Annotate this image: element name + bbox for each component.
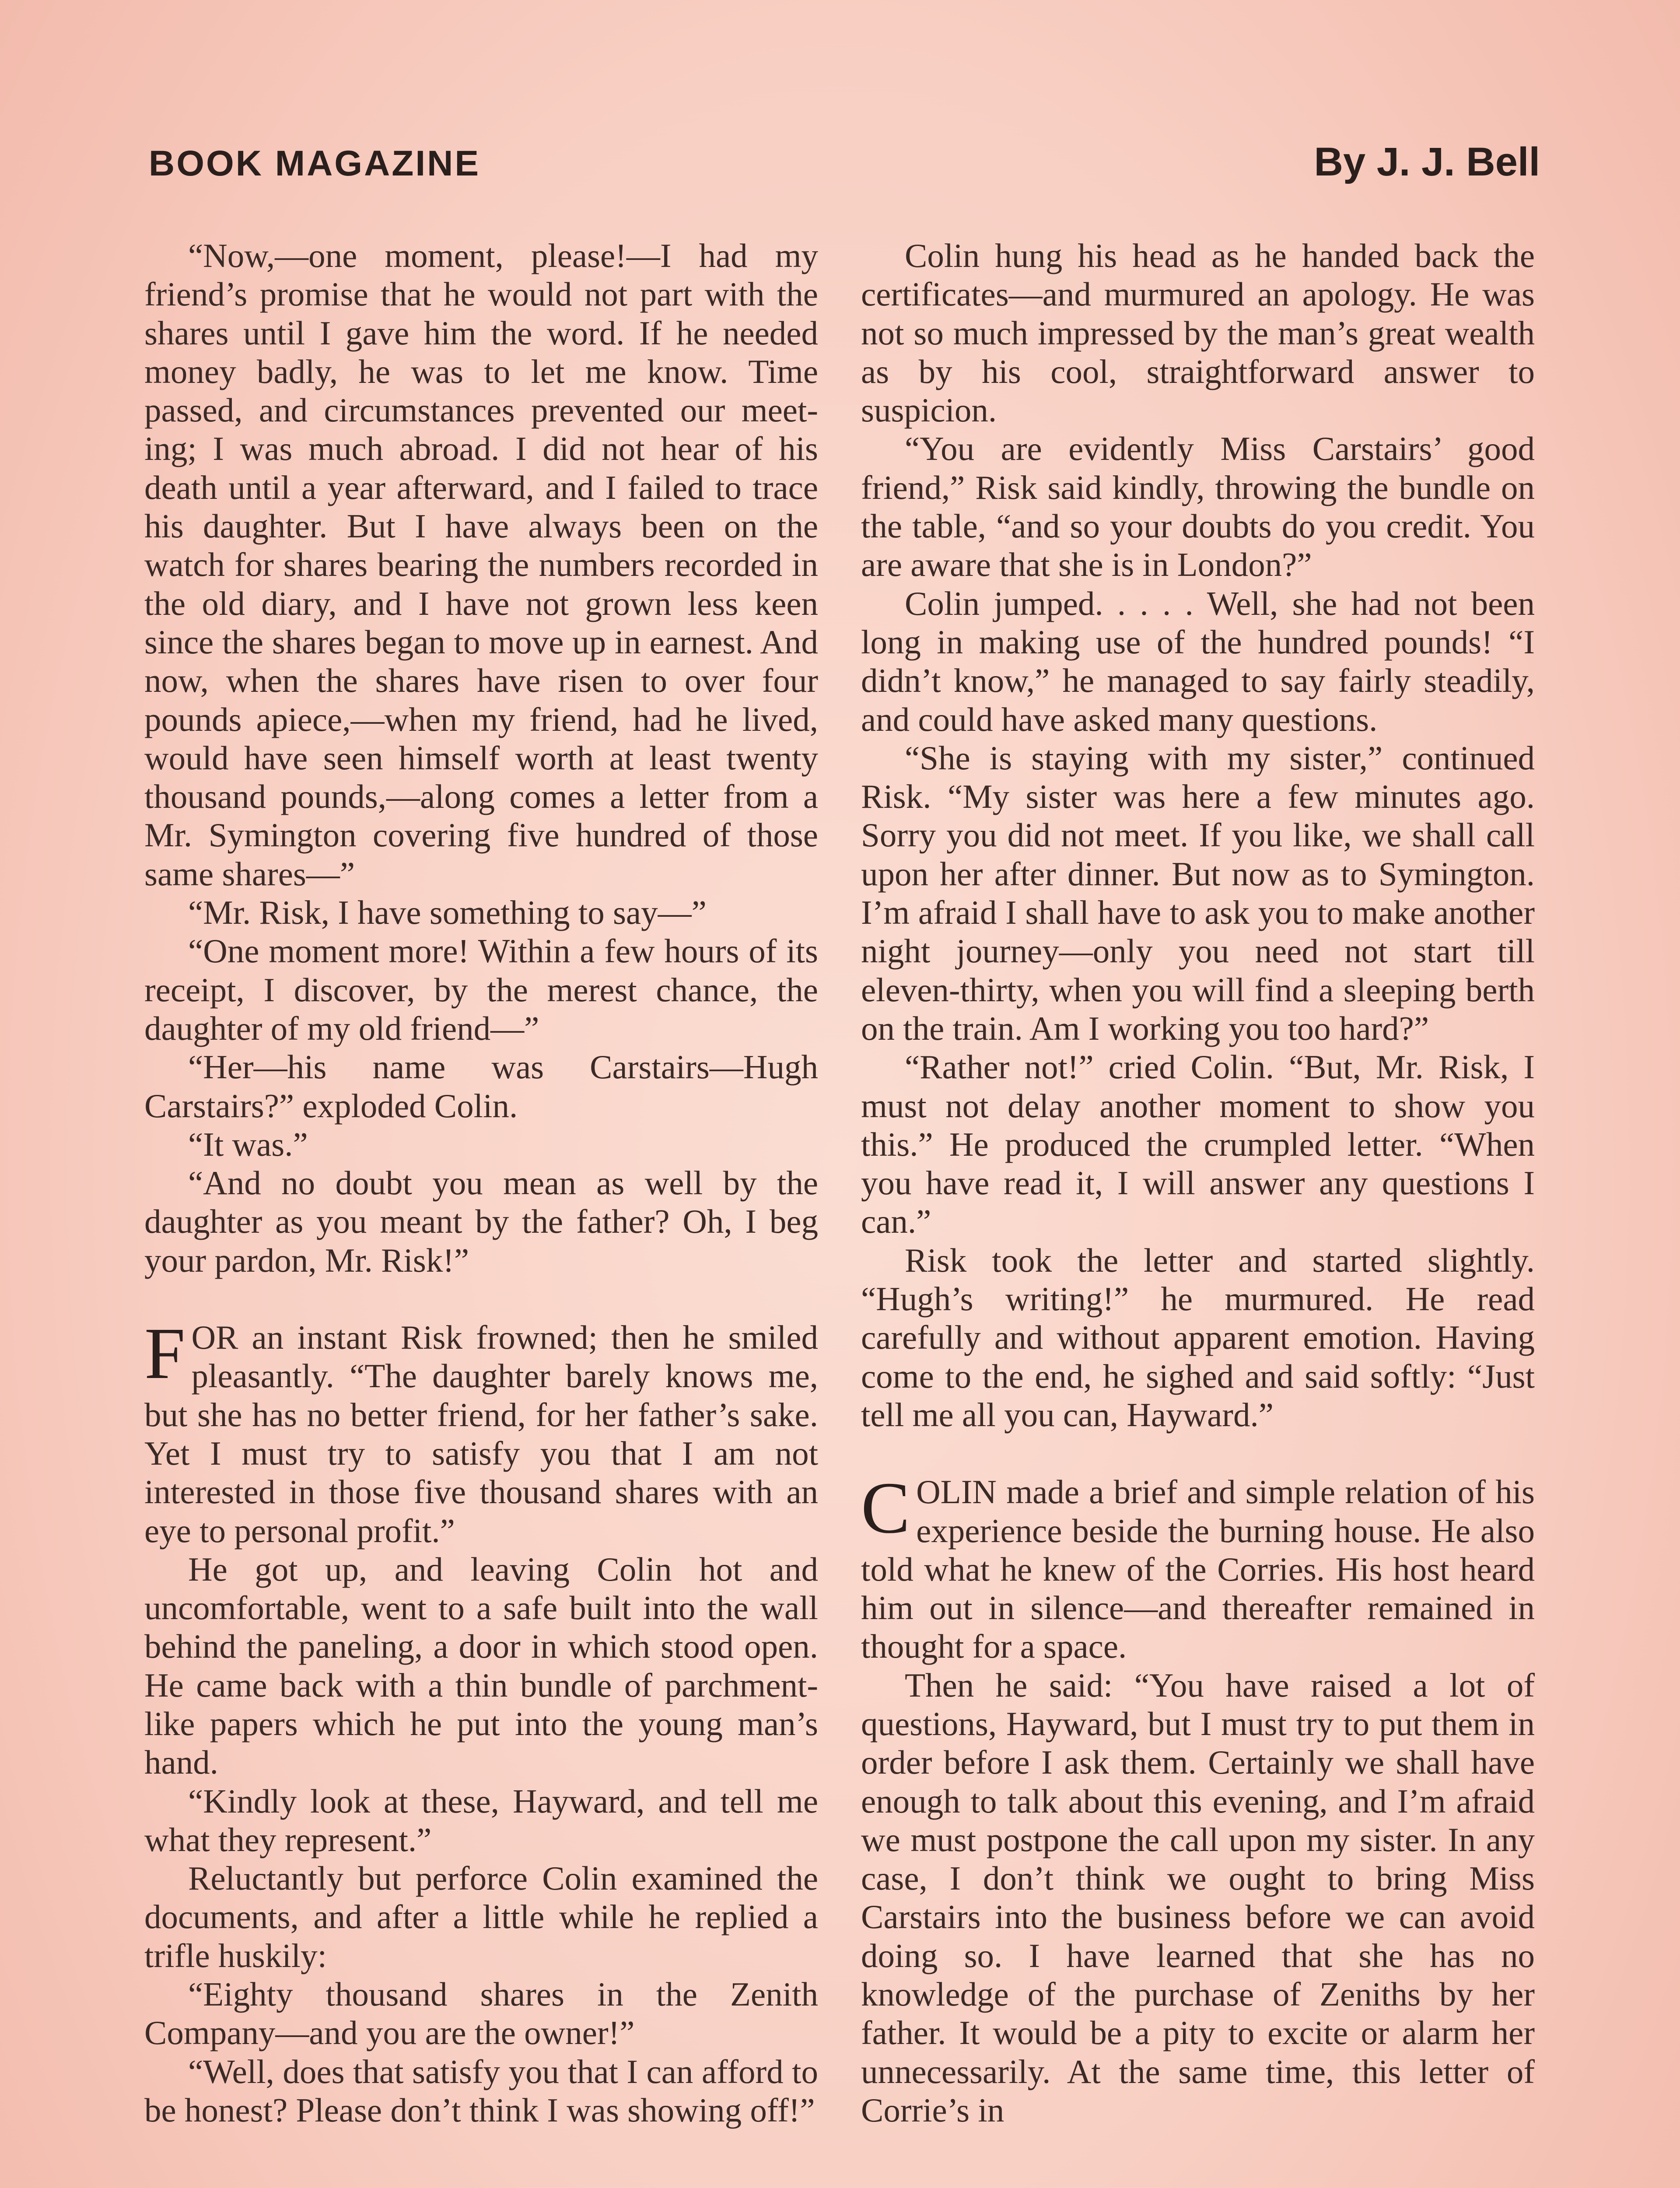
- paragraph: “Well, does that satisfy you that I can afford to be honest? Please don’t think I was showing off!”: [144, 2052, 818, 2129]
- paragraph: Colin jumped. . . . . Well, she had not been long in making use of the hundred pounds! “I didn’t know,” he managed to say fairly steadily, and could have asked many questions.: [861, 584, 1535, 738]
- paragraph: “Mr. Risk, I have something to say—”: [188, 894, 707, 932]
- paragraph: “Rather not!” cried Colin. “But, Mr. Risk, I must not delay another moment to show you this.” He produced the crumpled letter. “When you have read it, I will answer any questions I can.”: [861, 1048, 1535, 1241]
- running-head: [149, 139, 1540, 187]
- paragraph: “She is staying with my sister,” continued Risk. “My sister was here a few minutes ago. Sorry you did not meet. If you like, we shall call upon her after dinner. But now as to Symington. I’m afraid I shall have to ask you to make another night journey—only you need not start till eleven-thirty, when you will find a sleeping berth on the train. Am I working you too hard?”: [861, 739, 1535, 1047]
- paragraph: Risk took the letter and started slightly. “Hugh’s writing!” he murmured. He read carefully and without apparent emotion. Having come to the end, he sighed and said softly: “Just tell me all you can, Hayward.”: [861, 1241, 1535, 1434]
- paragraph: Colin hung his head as he handed back the certificates—and murmured an apology. He was not so much impressed by the man’s great wealth as by his cool, straightforward answer to suspicion.: [861, 237, 1535, 429]
- paragraph: “Kindly look at these, Hayward, and tell me what they represent.”: [144, 1782, 818, 1858]
- left-column: [144, 236, 818, 2129]
- author-byline: By J. J. Bell: [1314, 140, 1540, 184]
- paragraph-text: OR an instant Risk frowned; then he smiled pleasantly. “The daughter barely knows me, but she has no better friend, for her father’s sake. Yet I must try to satisfy you that I am not interested in those five thousand shares with an eye to personal profit.”: [144, 1318, 818, 1550]
- paragraph: “You are evidently Miss Carstairs’ good friend,” Risk said kindly, throwing the bundle on the table, “and so your doubts do you credit. You are aware that she is in London?”: [861, 430, 1535, 584]
- paragraph: “One moment more! Within a few hours of its receipt, I discover, by the merest chance, the daughter of my old friend—”: [144, 932, 818, 1047]
- section-paragraph: [144, 1313, 818, 1550]
- paragraph: Reluctantly but perforce Colin examined the documents, and after a little while he replied a trifle huskily:: [144, 1859, 818, 1974]
- drop-cap: F: [144, 1313, 186, 1395]
- paragraph: He got up, and leaving Colin hot and uncomfortable, went to a safe built into the wall behind the paneling, a door in which stood open. He came back with a thin bundle of parchment-like papers which he put into the young man’s hand.: [144, 1550, 818, 1781]
- paragraph: “It was.”: [188, 1125, 308, 1163]
- paragraph: “And no doubt you mean as well by the daughter as you meant by the father? Oh, I beg your pardon, Mr. Risk!”: [144, 1164, 818, 1279]
- drop-cap: C: [861, 1467, 910, 1549]
- paragraph: “Now,—one moment, please!—I had my friend’s promise that he would not part with the shares until I gave him the word. If he needed money badly, he was to let me know. Time passed, and circumstances prevented our meeting; I was much abroad. I did not hear of his death until a year afterward, and I failed to trace his daughter. But I have always been on the watch for shares bearing the numbers recorded in the old diary, and I have not grown less keen since the shares began to move up in earnest. And now, when the shares have risen to over four pounds apiece,—when my friend, had he lived, would have seen himself worth at least twenty thousand pounds,—along comes a letter from a Mr. Symington covering five hundred of those same shares—”: [144, 237, 818, 893]
- paragraph: “Eighty thousand shares in the Zenith Company—and you are the owner!”: [144, 1975, 818, 2052]
- section-paragraph: [861, 1467, 1535, 1666]
- right-column: [861, 236, 1535, 2129]
- paragraph: “Her—his name was Carstairs—Hugh Carstairs?” exploded Colin.: [144, 1048, 818, 1125]
- paragraph-text: OLIN made a brief and simple relation of his experience beside the burning house. He also told what he knew of the Corries. His host heard him out in silence—and thereafter remained in thought for a space.: [861, 1473, 1535, 1666]
- paragraph: Then he said: “You have raised a lot of questions, Hayward, but I must try to put them in order before I ask them. Certainly we shall have enough to talk about this evening, and I’m afraid we must postpone the call upon my sister. In any case, I don’t think we ought to bring Miss Carstairs into the business before we can avoid doing so. I have learned that she has no knowledge of the purchase of Zeniths by her father. It would be a pity to excite or alarm her unnecessarily. At the same time, this letter of Corrie’s in: [861, 1666, 1535, 2129]
- magazine-title: BOOK MAGAZINE: [149, 144, 481, 183]
